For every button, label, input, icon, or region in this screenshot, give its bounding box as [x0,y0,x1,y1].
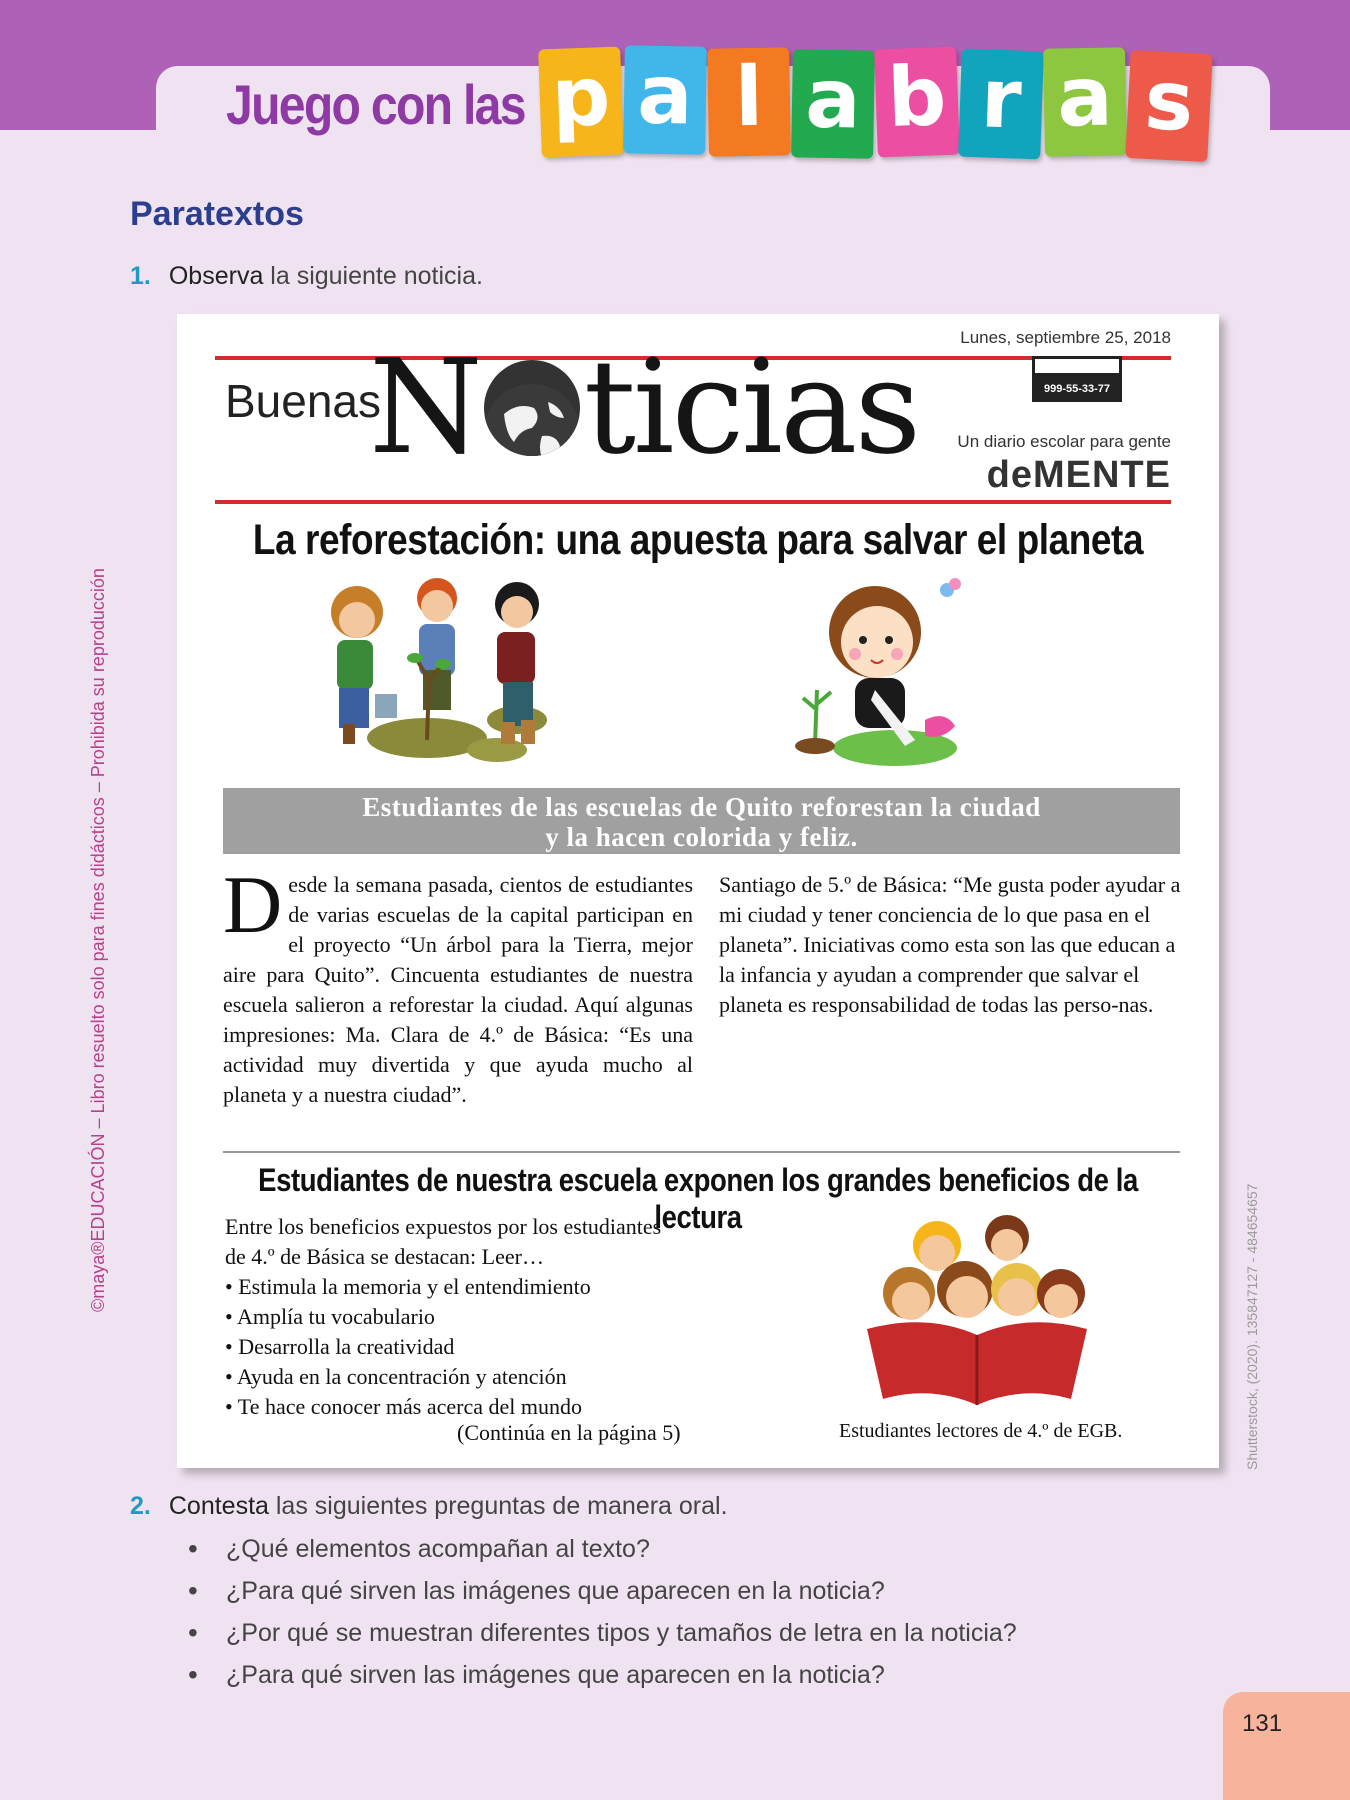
globe-icon [484,360,580,456]
article-column-2 [719,870,1181,1020]
page-title: Juego con las [226,73,525,136]
subheadline-line: y la hacen colorida y feliz. [545,822,858,852]
phone-number: 999-55-33-77 [1032,376,1122,402]
drop-cap: D [223,859,283,950]
letter-tile: b [874,47,960,158]
article-column-1 [223,859,693,1110]
questions-list [188,1535,1017,1703]
question-number: 1. [130,262,151,290]
letter-tile: a [623,45,707,154]
masthead-text: ticias [583,331,919,483]
divider [223,1151,1180,1153]
kids-reading-illustration [857,1209,1097,1409]
benefit-item: • Ayuda en la concentración y atención [225,1364,567,1389]
question-item: • ¿Qué elementos acompañan al texto? [188,1535,1017,1577]
benefits-list [225,1212,661,1422]
page-number-tab [1223,1692,1350,1800]
continue-note: (Continúa en la página 5) [457,1420,681,1445]
page-number: 131 [1242,1710,1283,1737]
question-verb: Contesta [168,1492,269,1520]
question-verb: Observa [168,262,264,290]
benefits-intro: de 4.º de Básica se destacan: Leer… [225,1244,544,1269]
image-credit: Shutterstock, (2020). 135847127 - 484654657 [1244,1183,1260,1470]
second-headline: Estudiantes de nuestra escuela exponen los grandes beneficios de la lectura [258,1162,1138,1235]
question-1 [130,262,483,291]
letter-tile: a [791,49,875,158]
benefit-item: • Desarrolla la creatividad [225,1334,455,1359]
masthead-letter: N [369,331,480,483]
newspaper-date: Lunes, septiembre 25, 2018 [960,328,1171,347]
article-text: Santiago de 5.º de Básica: “Me gusta poder ayudar a mi ciudad y tener conciencia de lo que pasa en el planeta”. Iniciativas como esta son las que educan a la infancia y ayudan a comprender que salvar el planeta es responsabilidad de todas las perso-nas. [719,872,1181,1017]
tagline-brand: deMENTE [986,454,1171,496]
girl-planting-illustration [785,570,975,770]
question-number: 2. [130,1492,151,1520]
subheadline [223,788,1180,854]
question-text: la siguiente noticia. [263,262,483,290]
tagline: Un diario escolar para gente [957,432,1171,451]
section-title: Paratextos [130,195,304,233]
kids-planting-illustration [317,570,587,770]
letter-tile: s [1125,50,1213,162]
benefit-item: • Amplía tu vocabulario [225,1304,435,1329]
question-item: • ¿Para qué sirven las imágenes que aparecen en la noticia? [188,1661,1017,1703]
question-text: las siguientes preguntas de manera oral. [268,1492,728,1520]
masthead [369,332,918,482]
article-text: esde la semana pasada, cientos de estudiantes de varias escuelas de la capital participan en el proyecto “Un árbol para la Tierra, mejor aire para Quito”. Cincuenta estudiantes de nuestra escuela salieron a reforestar la ciudad. Aquí algunas impresiones: Ma. Clara de 4.º de Básica: “Es una actividad muy divertida y que ayuda mucho al planeta y a nuestra ciudad”. [223,872,693,1107]
benefits-intro: Entre los beneficios expuestos por los estudiantes [225,1214,662,1239]
letter-tile: a [1043,47,1127,156]
question-item: • ¿Por qué se muestran diferentes tipos y tamaños de letra en la noticia? [188,1619,1017,1661]
letter-tile: r [958,49,1044,160]
red-rule [215,500,1171,504]
school-logo [1032,356,1122,376]
question-2 [130,1492,728,1521]
newspaper [177,314,1219,1468]
subheadline-line: Estudiantes de las escuelas de Quito reforestan la ciudad [362,792,1041,822]
letter-tile: l [707,47,791,156]
benefit-item: • Estimula la memoria y el entendimiento [225,1274,591,1299]
image-caption: Estudiantes lectores de 4.º de EGB. [839,1420,1123,1442]
main-headline: La reforestación: una apuesta para salvar el planeta [252,516,1144,564]
letter-tile: p [538,47,624,158]
masthead-small: Buenas [225,375,382,427]
copyright-notice: ©maya®EDUCACIÓN – Libro resuelto solo para fines didácticos – Prohibida su reproducción [88,568,108,1312]
question-item: • ¿Para qué sirven las imágenes que aparecen en la noticia? [188,1577,1017,1619]
benefit-item: • Te hace conocer más acerca del mundo [225,1394,582,1419]
